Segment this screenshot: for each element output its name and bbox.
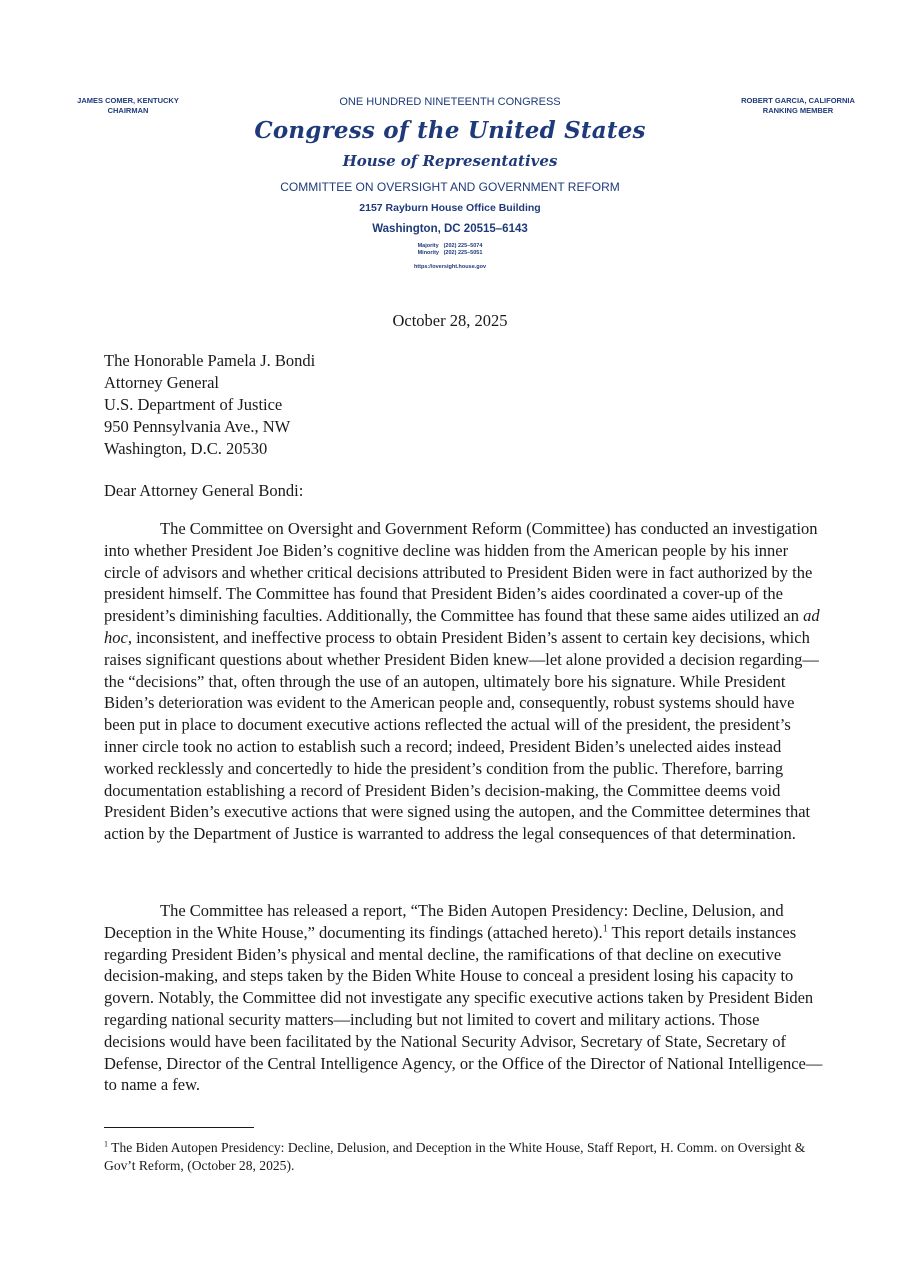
body-paragraph-2 [104, 900, 824, 1096]
letterhead [0, 95, 900, 271]
addressee-line: Attorney General [104, 373, 219, 392]
congress-number: ONE HUNDRED NINETEENTH CONGRESS [339, 96, 561, 108]
house-title: House of Representatives [342, 152, 558, 170]
ranking-member-title: RANKING MEMBER [762, 106, 834, 115]
chairman-name: JAMES COMER, KENTUCKY [77, 96, 179, 105]
addressee-line: The Honorable Pamela J. Bondi [104, 351, 316, 370]
paragraph-2-text-continued: This report details instances regarding President Biden’s physical and mental decline, the ramifications of that decline on executive decision-making, and steps taken by the Biden White House to conceal a president losing his capacity to govern. Notably, the Committee did not investigate any specific executive actions taken by President Biden regarding national security matters—including but not limited to covert and military actions. Those decisions would have been facilitated by the National Security Advisor, Secretary of State, Secretary of Defense, Director of the Central Intelligence Agency, or the Office of the Director of National Intelligence—to name a few. [104, 922, 823, 1095]
addressee-block [104, 350, 315, 460]
footnote-text: The Biden Autopen Presidency: Decline, Delusion, and Deception in the White House, Staff Report, H. Comm. on Oversight & Gov’t Reform, (October 28, 2025). [104, 1140, 806, 1173]
addressee-line: U.S. Department of Justice [104, 395, 283, 414]
minority-label: Minority [417, 250, 439, 256]
majority-phone: (202) 225–5074 [443, 243, 483, 249]
salutation: Dear Attorney General Bondi: [104, 481, 304, 500]
city-address: Washington, DC 20515–6143 [372, 223, 528, 235]
chairman-title: CHAIRMAN [107, 106, 149, 115]
addressee-line: Washington, D.C. 20530 [104, 439, 268, 458]
footnote-divider [104, 1127, 254, 1128]
footnote-reference: 1 [602, 923, 608, 935]
ranking-member-name: ROBERT GARCIA, CALIFORNIA [741, 96, 855, 105]
letter-date: October 28, 2025 [392, 311, 508, 330]
addressee-line: 950 Pennsylvania Ave., NW [104, 417, 291, 436]
majority-label: Majority [417, 243, 439, 249]
minority-phone: (202) 225–5051 [443, 250, 483, 256]
website-url: https://oversight.house.gov [413, 264, 487, 270]
committee-name: COMMITTEE ON OVERSIGHT AND GOVERNMENT REFORM [280, 180, 620, 194]
building-address: 2157 Rayburn House Office Building [359, 202, 541, 214]
phone-numbers [418, 243, 483, 257]
paragraph-1-text-continued: , inconsistent, and ineffective process to obtain President Biden’s assent to certain key decisions, which raises significant questions about whether President Biden knew—let alone provided a decision regarding—the “decisions” that, often through the use of an autopen, ultimately bore his signature. While President Biden’s deterioration was evident to the American people and, consequently, robust systems should have been put in place to document executive actions reflected the actual will of the president, the president’s inner circle took no action to establish such a record; indeed, President Biden’s unelected aides instead worked recklessly and concertedly to hide the president’s condition from the public. Therefore, barring documentation establishing a record of President Biden’s decision-making, the Committee deems void President Biden’s executive actions that were signed using the autopen, and the Committee determines that action by the Department of Justice is warranted to address the legal consequences of that determination. [104, 627, 819, 844]
footnote [104, 1139, 824, 1175]
congress-title: Congress of the United States [254, 117, 646, 144]
paragraph-1-italic: ad hoc [104, 606, 820, 647]
body-paragraph-1 [104, 518, 824, 845]
footnote-number: 1 [104, 1139, 108, 1149]
paragraph-1-text: The Committee on Oversight and Government Reform (Committee) has conducted an investigation into whether President Joe Biden’s cognitive decline was hidden from the American people by his inner circle of advisors and whether critical decisions attributed to President Biden were in fact authorized by the president himself. The Committee has found that President Biden’s aides coordinated a cover-up of the president’s diminishing faculties. Additionally, the Committee has found that these same aides utilized an [104, 519, 818, 626]
paragraph-2-text: The Committee has released a report, “The Biden Autopen Presidency: Decline, Delusion, and Deception in the White House,” documenting its findings (attached hereto). [104, 901, 784, 942]
